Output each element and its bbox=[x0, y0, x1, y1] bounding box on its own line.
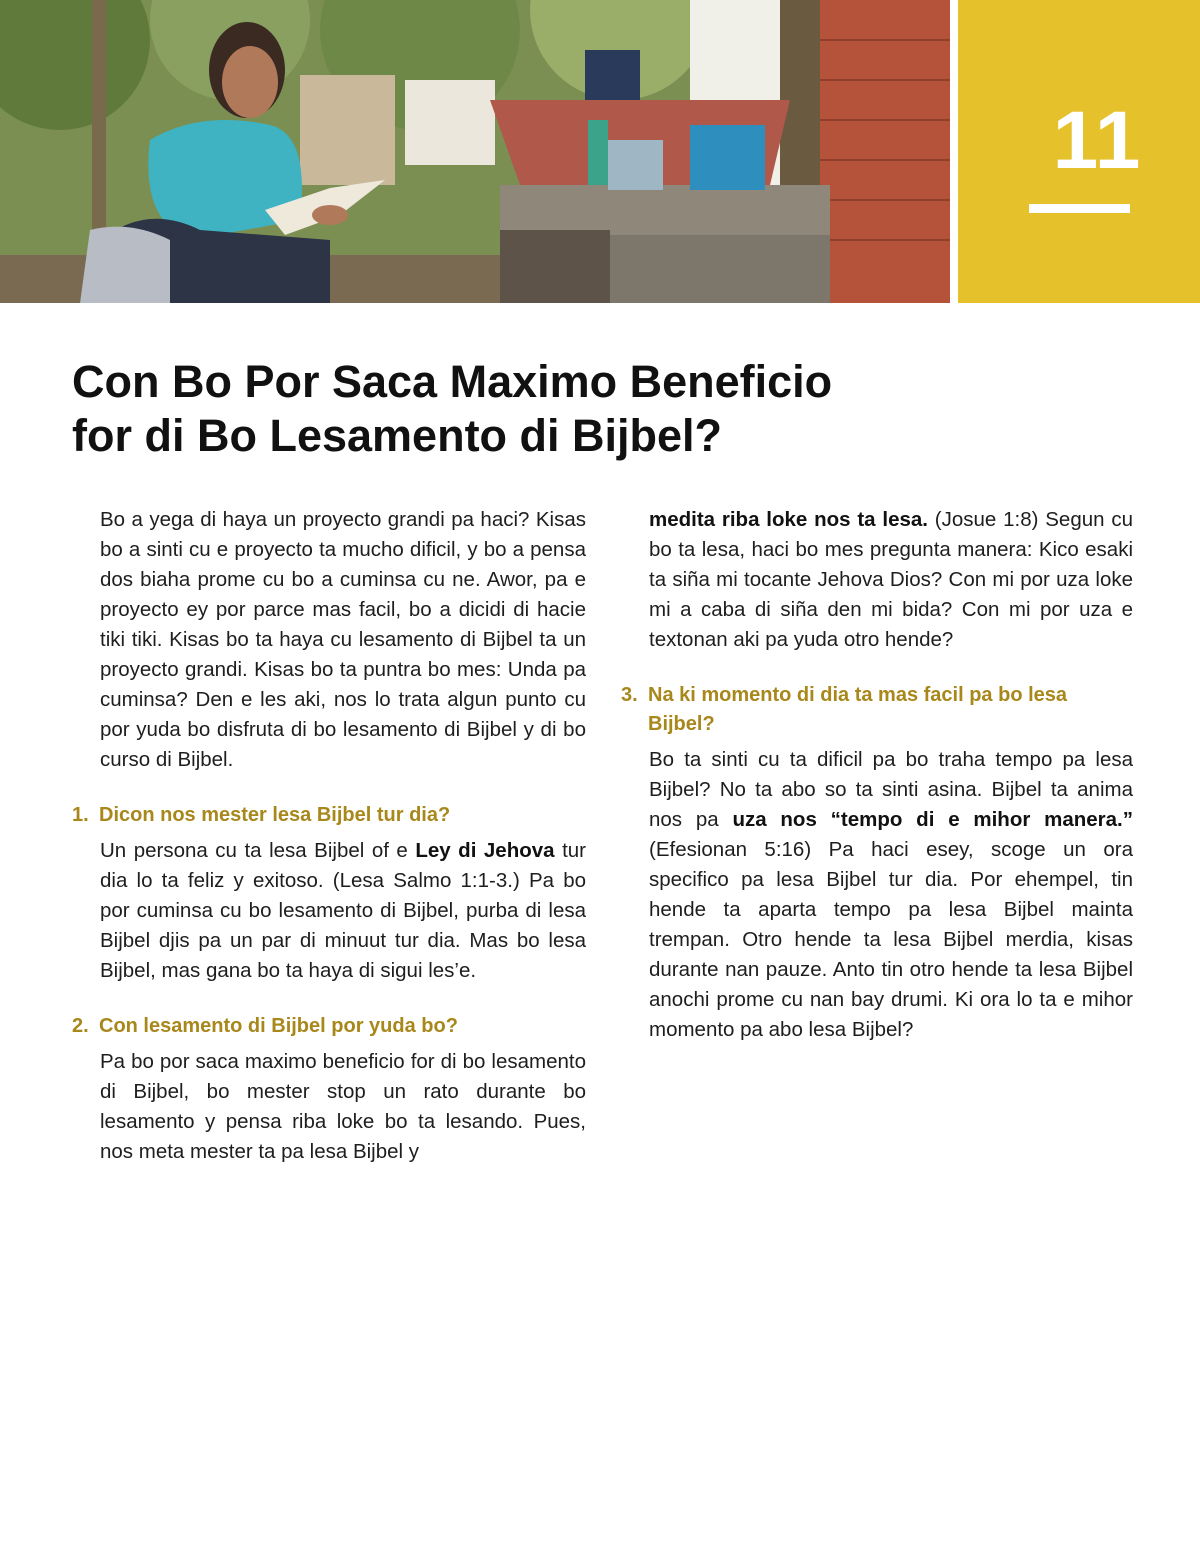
badge-underline bbox=[1029, 204, 1130, 213]
question-2 bbox=[72, 1012, 586, 1041]
woman-reading-bible-illustration bbox=[0, 0, 950, 303]
answer-3-text-a: Bo ta sinti cu ta dificil pa bo traha tempo pa lesa Bijbel? No ta abo so ta sinti asina. Bijbel ta anima nos pa bbox=[649, 748, 1133, 831]
answer-1-bold: Ley di Jehova bbox=[415, 839, 555, 862]
question-2-number: 2. bbox=[72, 1015, 89, 1037]
question-2-text: Con lesamento di Bijbel por yuda bo? bbox=[99, 1015, 458, 1037]
intro-paragraph: Bo a yega di haya un proyecto grandi pa haci? Kisas bo a sinti cu e proyecto ta mucho dificil, y bo a pensa dos biaha prome cu bo a cuminsa cu ne. Awor, pa e proyecto ey por parce mas facil, bo a dicidi di hacie tiki tiki. Kisas bo ta haya cu lesamento di Bijbel ta un proyecto grandi. Kisas bo ta puntra bo mes: Unda pa cuminsa? Den e les aki, nos lo trata algun punto cu por yuda bo disfruta di bo lesamento di Bijbel y di bo curso di Bijbel. bbox=[100, 508, 586, 771]
answer-3-text-b: (Efesionan 5:16) Pa haci esey, scoge un ora specifico pa lesa Bijbel tur dia. Por ehempel, tin hende ta aparta tempo pa lesa Bijbel mainta trempan. Otro hende ta lesa Bijbel merdia, kisas durante nan pauze. Anto tin otro hende ta lesa Bijbel anochi prome cu nan bay drumi. Ki ora lo ta e mihor momento pa abo lesa Bijbel? bbox=[649, 838, 1133, 1041]
lesson-title-line2: for di Bo Lesamento di Bijbel? bbox=[72, 410, 723, 461]
header-photo bbox=[0, 0, 950, 303]
question-1 bbox=[72, 801, 586, 830]
question-3 bbox=[621, 681, 1133, 739]
answer-2-paragraph-cont bbox=[621, 505, 1133, 655]
lesson-number-badge bbox=[958, 0, 1200, 303]
answer-2-text-b: (Josue 1:8) Segun cu bo ta lesa, haci bo mes pregunta manera: Kico esaki ta siña mi tocante Jehova Dios? Con mi por uza loke mi a caba di siña den mi bida? Con mi por uza e textonan aki pa yuda otro hende? bbox=[649, 508, 1133, 651]
question-3-number: 3. bbox=[621, 684, 638, 706]
answer-1-text-b: tur dia lo ta feliz y exitoso. (Lesa Salmo 1:1-3.) Pa bo por cuminsa cu bo lesamento di Bijbel, purba di lesa Bijbel djis pa un par di minuut tur dia. Mas bo lesa Bijbel, mas gana bo ta haya di sigui les’e. bbox=[100, 839, 586, 982]
answer-3-bold: uza nos “tempo di e mihor manera.” bbox=[732, 808, 1133, 831]
right-column bbox=[621, 505, 1133, 1045]
answer-2-bold: medita riba loke nos ta lesa. bbox=[649, 508, 928, 531]
lesson-title bbox=[72, 355, 972, 463]
lesson-number: 11 bbox=[1052, 95, 1142, 186]
question-1-text: Dicon nos mester lesa Bijbel tur dia? bbox=[99, 804, 451, 826]
answer-3-paragraph bbox=[621, 745, 1133, 1045]
question-1-number: 1. bbox=[72, 804, 89, 826]
answer-1-text-a: Un persona cu ta lesa Bijbel of e bbox=[100, 839, 416, 862]
question-3-text: Na ki momento di dia ta mas facil pa bo lesa Bijbel? bbox=[648, 684, 1068, 735]
left-column bbox=[72, 505, 586, 1167]
answer-2-paragraph-start bbox=[72, 1047, 586, 1167]
answer-1-paragraph bbox=[72, 836, 586, 986]
answer-2-text-a: Pa bo por saca maximo beneficio for di bo lesamento di Bijbel, bo mester stop un rato durante bo lesamento y pensa riba loke bo ta lesando. Pues, nos meta mester ta pa lesa Bijbel y bbox=[100, 1050, 586, 1163]
lesson-title-line1: Con Bo Por Saca Maximo Beneficio bbox=[72, 356, 833, 407]
